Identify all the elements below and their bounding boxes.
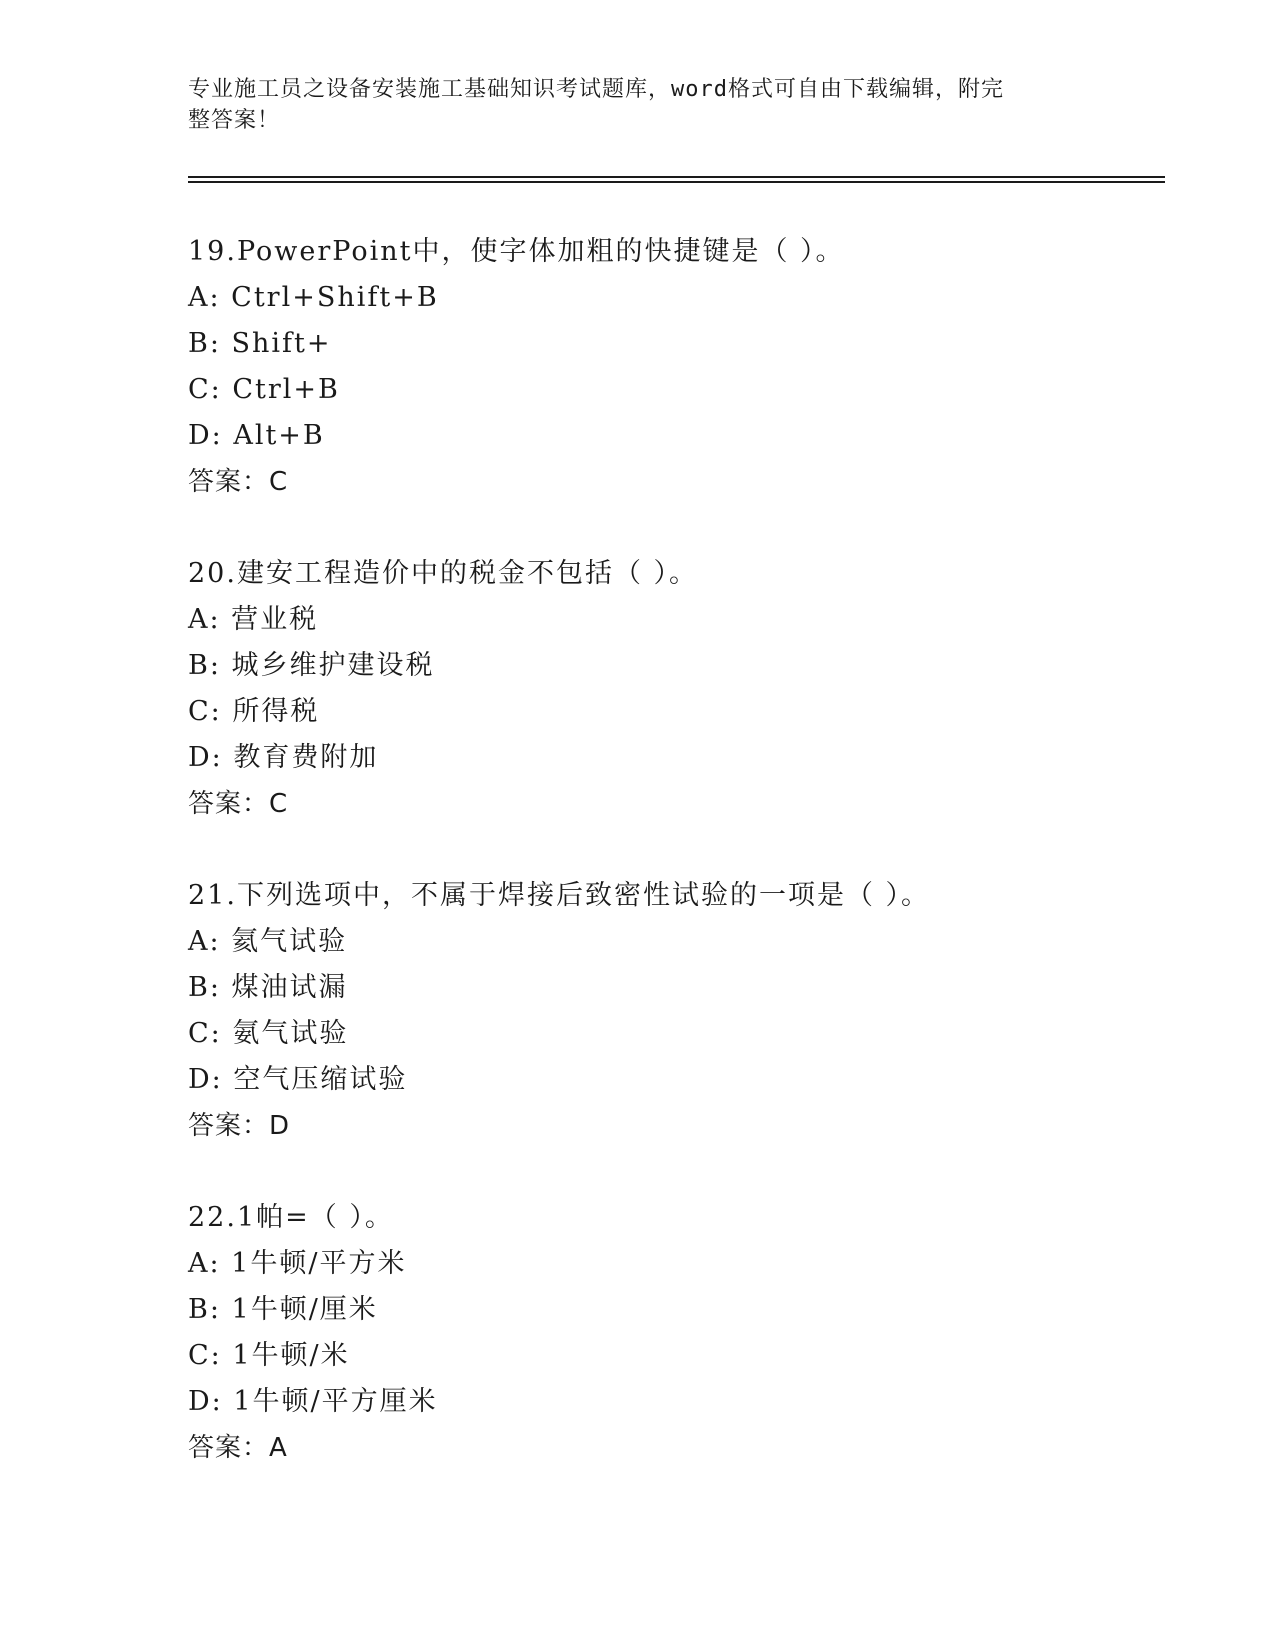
header-divider-top [188,176,1165,178]
option-d: D: 1牛顿/平方厘米 [188,1386,438,1417]
header-line-2: 整答案！ [188,108,281,133]
answer-label: 答案： [188,1433,270,1463]
question-block-19 [188,229,1188,505]
answer-value: C [269,789,289,819]
option-d: D: Alt+B [188,420,325,451]
option-a: A: 氦气试验 [188,926,348,957]
answer-label: 答案： [188,789,270,819]
option-a: A: 营业税 [188,604,319,635]
question-block-20 [188,551,1188,827]
header-line-1: 专业施工员之设备安装施工基础知识考试题库，word格式可自由下载编辑，附完 [188,77,1004,102]
option-a: A: Ctrl+Shift+B [188,282,439,313]
option-d: D: 空气压缩试验 [188,1064,408,1095]
answer-line [188,781,1188,827]
question-block-22 [188,1195,1188,1471]
question-stem: 21.下列选项中，不属于焊接后致密性试验的一项是（ ）。 [188,880,931,911]
question-stem: 20.建安工程造价中的税金不包括（ ）。 [188,558,699,589]
answer-value: C [269,467,289,497]
question-stem: 22.1帕=（ ）。 [188,1202,394,1233]
document-header [188,74,1088,136]
answer-label: 答案： [188,1111,270,1141]
answer-line [188,459,1188,505]
question-block-21 [188,873,1188,1149]
answer-value: A [269,1433,288,1463]
option-d: D: 教育费附加 [188,742,379,773]
option-b: B: 城乡维护建设税 [188,650,435,681]
answer-value: D [269,1111,291,1141]
option-b: B: 1牛顿/厘米 [188,1294,378,1325]
header-divider-bottom [188,181,1165,183]
option-c: C: Ctrl+B [188,374,340,405]
option-c: C: 所得税 [188,696,320,727]
option-b: B: 煤油试漏 [188,972,348,1003]
option-a: A: 1牛顿/平方米 [188,1248,407,1279]
option-c: C: 1牛顿/米 [188,1340,350,1371]
answer-line [188,1425,1188,1471]
answer-line [188,1103,1188,1149]
option-c: C: 氨气试验 [188,1018,349,1049]
option-b: B: Shift+ [188,328,332,359]
answer-label: 答案： [188,467,270,497]
question-stem: 19.PowerPoint中，使字体加粗的快捷键是（ ）。 [188,236,845,267]
